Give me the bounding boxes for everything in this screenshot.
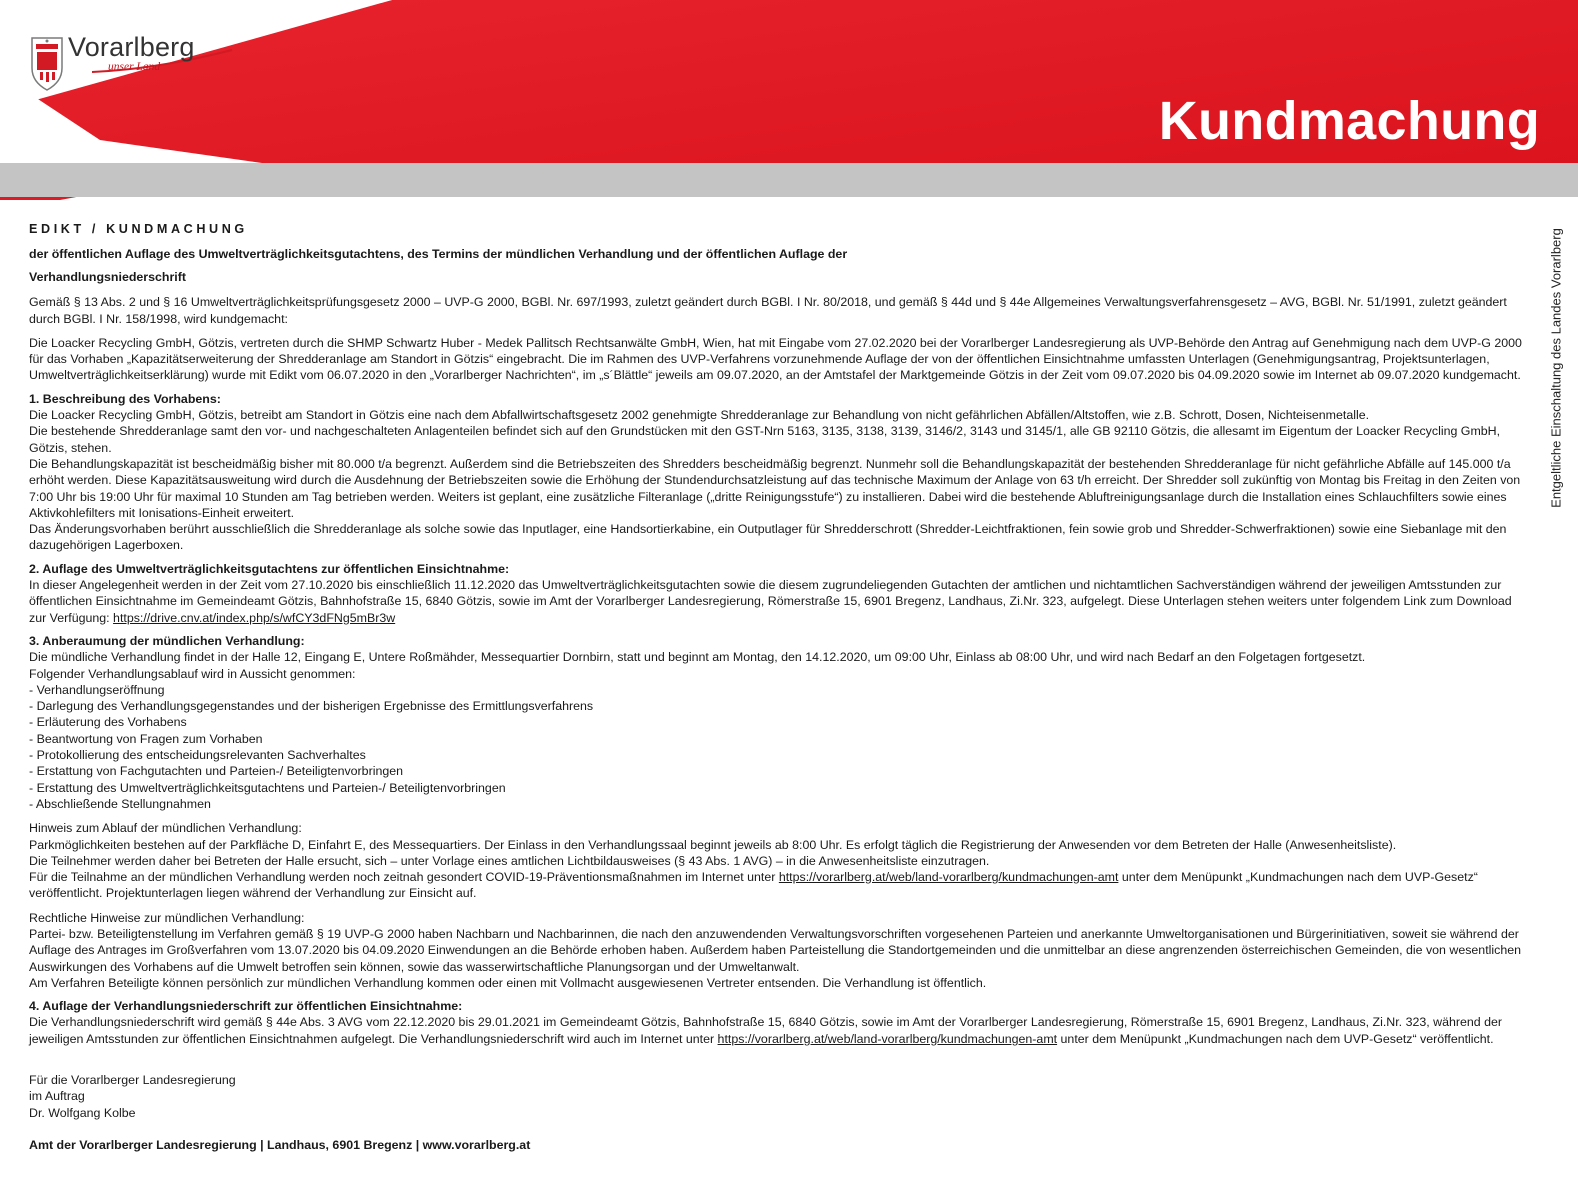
agenda-list	[29, 682, 1523, 812]
logo-tagline: unser Land	[108, 61, 161, 73]
section-2-paragraph	[29, 577, 1523, 626]
agenda-item: - Verhandlungseröffnung	[29, 682, 165, 697]
signature-line: Für die Vorarlberger Landesregierung	[29, 1073, 236, 1088]
kundmachungen-link[interactable]: https://vorarlberg.at/web/land-vorarlberg/kundmachungen-amt	[778, 870, 1119, 885]
section-1-paragraph: Die bestehende Shredderanlage samt den vor- und nachgeschalteten Anlagenteilen befindet sich auf den Grundstücken mit den GST-Nrn 5163, 3135, 3138, 3139, 3146/2, 3143 und 3145/1, alle GB 92110 Götzis, die allesamt im Eigentum der Loacker Recycling GmbH, Götzis, stehen.	[29, 424, 1501, 455]
agenda-item: - Erstattung des Umweltverträglichkeitsgutachtens und Parteien-/ Beteiligtenvorbringen	[29, 780, 506, 795]
section-4-text: unter dem Menüpunkt „Kundmachungen nach dem UVP-Gesetz“ veröffentlicht.	[1057, 1031, 1494, 1046]
agenda-item: - Erläuterung des Vorhabens	[29, 715, 187, 730]
hint-paragraph: Die Teilnehmer werden daher bei Betreten der Halle ersucht, sich – unter Vorlage eines amtlichen Lichtbildausweises (§ 43 Abs. 1 AVG) – in die Anwesenheitsliste einzutragen.	[29, 853, 990, 868]
section-1-paragraph: Die Behandlungskapazität ist bescheidmäßig bisher mit 80.000 t/a begrenzt. Außerdem sind die Betriebszeiten des Shredders bescheidmäßig begrenzt. Nunmehr soll die Behandlungskapazität der bestehenden Shredderanlage für nicht gefährliche Abfälle auf 145.000 t/a erhöht werden. Diese Kapazitätsausweitung wird durch die Ausdehnung der Betriebszeiten sowie die Erhöhung der Stundendurchsatzleistung auf das technische Maximum der Anlage von 63 t/h erreicht. Der Shredder soll zukünftig von Montag bis Freitag in den Zeiten von 7:00 Uhr bis 19:00 Uhr für maximal 10 Stunden am Tag betrieben werden. Weiters ist geplant, eine zusätzliche Filteranlage („dritte Reinigungsstufe“) zu installieren. Dabei wird die bestehende Abluftreinigungsanlage durch die Installation eines Schlauchfilters sowie eines Aktivkohlefilters mit Ionisations-Einheit erweitert.	[29, 456, 1521, 520]
side-note: Entgeltliche Einschaltung des Landes Vorarlberg	[1548, 228, 1564, 508]
signature-block	[29, 1072, 1523, 1121]
signature-name: Dr. Wolfgang Kolbe	[29, 1105, 136, 1120]
agenda-item: - Beantwortung von Fragen zum Vorhaben	[29, 731, 263, 746]
document-subhead: der öffentlichen Auflage des Umweltverträglichkeitsgutachtens, des Termins der mündlichen Verhandlung und der öffentlichen Auflage der	[29, 247, 848, 262]
agenda-item: - Protokollierung des entscheidungsrelevanten Sachverhaltes	[29, 748, 366, 763]
footer-address: Amt der Vorarlberger Landesregierung | Landhaus, 6901 Bregenz | www.vorarlberg.at	[29, 1137, 531, 1152]
section-3-paragraph: Die mündliche Verhandlung findet in der Halle 12, Eingang E, Untere Roßmähder, Messequartier Dornbirn, statt und beginnt am Montag, den 14.12.2020, um 09:00 Uhr, Einlass ab 08:00 Uhr, und wird nach Bedarf an den Folgetagen fortgesetzt.	[29, 650, 1366, 665]
section-1-paragraph: Das Änderungsvorhaben berührt ausschließlich die Shredderanlage als solche sowie das Inputlager, eine Handsortierkabine, ein Outputlager für Shredderschrott (Shredder-Leichtfraktionen, fein sowie grob und Shredder-Schwerfraktionen) sowie eine Siebanlage mit den dazugehörigen Lagerboxen.	[29, 522, 1507, 553]
agenda-item: - Abschließende Stellungnahmen	[29, 796, 211, 811]
document-body	[29, 221, 1523, 1153]
hint-text: unter dem Menüpunkt „Kundmachungen nach dem UVP-Gesetz“ veröffentlicht. Projektunterlagen liegen während der Verhandlung zur Einsicht auf.	[29, 870, 1478, 901]
legal-basis: Gemäß § 13 Abs. 2 und § 16 Umweltverträglichkeitsprüfungsgesetz 2000 – UVP-G 2000, BGBl. Nr. 697/1993, zuletzt geändert durch BGBl. I Nr. 80/2018, und gemäß § 44d und § 44e Allgemeines Verwaltungsverfahrensgesetz – AVG, BGBl. Nr. 51/1991, zuletzt geändert durch BGBl. I Nr. 158/1998, wird kundgemacht:	[29, 295, 1507, 326]
hint-text: Für die Teilnahme an der mündlichen Verhandlung werden noch zeitnah gesondert COVID-19-Präventionsmaßnahmen im Internet unter	[29, 870, 779, 885]
document-kicker: EDIKT / KUNDMACHUNG	[29, 222, 248, 236]
section-3-heading: 3. Anberaumung der mündlichen Verhandlung:	[29, 633, 305, 648]
section-1-paragraph: Die Loacker Recycling GmbH, Götzis, betreibt am Standort in Götzis eine nach dem Abfallwirtschaftsgesetz 2002 genehmigte Shredderanlage zur Behandlung von nicht gefährlichen Abfällen/Altstoffen, wie z.B. Schrott, Dosen, Nichteisenmetalle.	[29, 408, 1370, 423]
download-link[interactable]: https://drive.cnv.at/index.php/s/wfCY3dFNg5mBr3w	[113, 610, 396, 625]
section-4-heading: 4. Auflage der Verhandlungsniederschrift zur öffentlichen Einsichtnahme:	[29, 999, 463, 1014]
section-4-paragraph	[29, 1014, 1523, 1047]
section-4-text: Die Verhandlungsniederschrift wird gemäß § 44e Abs. 3 AVG vom 22.12.2020 bis 29.01.2021 im Gemeindeamt Götzis, Bahnhofstraße 15, 6840 Götzis, sowie im Amt der Vorarlberger Landesregierung, Römerstraße 15, 6901 Bregenz, Landhaus, Zi.Nr. 323, während der jeweiligen Amtsstunden zur öffentlichen Einsichtnahmen aufgelegt. Die Verhandlungsniederschrift wird auch im Internet unter	[29, 1015, 1503, 1046]
section-2-heading: 2. Auflage des Umweltverträglichkeitsgutachtens zur öffentlichen Einsichtnahme:	[29, 561, 510, 576]
header-banner	[0, 0, 1578, 200]
legal-hints-paragraph: Am Verfahren Beteiligte können persönlich zur mündlichen Verhandlung kommen oder einen mit Vollmacht ausgewiesenen Vertreter entsenden. Die Verhandlung ist öffentlich.	[29, 975, 987, 990]
section-2-text: In dieser Angelegenheit werden in der Zeit vom 27.10.2020 bis einschließlich 11.12.2020 das Umweltverträglichkeitsgutachten sowie die diesem zugrundeliegenden Gutachten der amtlichen und nichtamtlichen Sachverständigen während der jeweiligen Amtsstunden zur öffentlichen Einsichtnahme im Gemeindeamt Götzis, Bahnhofstraße 15, 6840 Götzis, sowie im Amt der Vorarlberger Landesregierung, Römerstraße 15, 6901 Bregenz, Landhaus, Zi.Nr. 323, aufgelegt. Diese Unterlagen stehen weiters unter folgendem Link zum Download zur Verfügung:	[29, 578, 1512, 625]
document-subhead-cont: Verhandlungsniederschrift	[29, 270, 186, 285]
agenda-item: - Darlegung des Verhandlungsgegenstandes und der bisherigen Ergebnisse des Ermittlungsverfahrens	[29, 699, 594, 714]
signature-line: im Auftrag	[29, 1089, 85, 1104]
intro-paragraph: Die Loacker Recycling GmbH, Götzis, vertreten durch die SHMP Schwartz Huber - Medek Pallitsch Rechtsanwälte GmbH, Wien, hat mit Eingabe vom 27.02.2020 bei der Vorarlberger Landesregierung als UVP-Behörde den Antrag auf Genehmigung nach dem UVP-G 2000 für das Vorhaben „Kapazitätserweiterung der Shredderanlage am Standort in Götzis“ eingebracht. Die im Rahmen des UVP-Verfahrens vorzunehmende Auflage der von der öffentlichen Einsichtnahme umfassten Unterlagen (Genehmigungsantrag, Projektsunterlagen, Umweltverträglichkeitserklärung) wurde mit Edikt vom 06.07.2020 in den „Vorarlberger Nachrichten“, im „s´Blättle“ jeweils am 09.07.2020, an der Amtstafel der Marktgemeinde Götzis in der Zeit vom 09.07.2020 bis 04.09.2020 sowie im Internet ab 09.07.2020 kundgemacht.	[29, 335, 1522, 383]
kundmachungen-link[interactable]: https://vorarlberg.at/web/land-vorarlberg/kundmachungen-amt	[717, 1031, 1058, 1046]
hint-paragraph	[29, 869, 1523, 902]
gray-bar	[0, 163, 1578, 197]
logo-name: Vorarlberg	[68, 32, 195, 62]
hint-paragraph: Parkmöglichkeiten bestehen auf der Parkfläche D, Einfahrt E, des Messequartiers. Der Einlass in den Verhandlungssaal beginnt jeweils ab 8:00 Uhr. Es erfolgt täglich die Registrierung der Anwesenden vor dem Betreten der Halle (Anwesenheitsliste).	[29, 837, 1397, 852]
legal-hints-paragraph: Partei- bzw. Beteiligtenstellung im Verfahren gemäß § 19 UVP-G 2000 haben Nachbarn und Nachbarinnen, die nach den anzuwendenden Verwaltungsvorschriften vorgesehenen Parteien und anerkannte Umweltorganisationen und Bürgerinitiativen, soweit sie während der Auflage des Antrages im Großverfahren vom 13.07.2020 bis 04.09.2020 Einwendungen an die Behörde erhoben haben. Außerdem haben Parteistellung die Standortgemeinden und die unmittelbar an diese angrenzenden österreichischen Gemeinden, die von wesentlichen Auswirkungen des Vorhabens auf die Umwelt betroffen sein können, sowie das wasserwirtschaftliche Planungsorgan und der Umweltanwalt.	[29, 926, 1522, 974]
coat-of-arms-icon	[32, 38, 62, 90]
legal-hints-label: Rechtliche Hinweise zur mündlichen Verhandlung:	[29, 910, 305, 925]
section-3-paragraph: Folgender Verhandlungsablauf wird in Aussicht genommen:	[29, 666, 356, 681]
agenda-item: - Erstattung von Fachgutachten und Parteien-/ Beteiligtenvorbringen	[29, 764, 404, 779]
hint-label: Hinweis zum Ablauf der mündlichen Verhandlung:	[29, 821, 302, 836]
page-title: Kundmachung	[1158, 91, 1540, 151]
section-1-heading: 1. Beschreibung des Vorhabens:	[29, 391, 221, 406]
